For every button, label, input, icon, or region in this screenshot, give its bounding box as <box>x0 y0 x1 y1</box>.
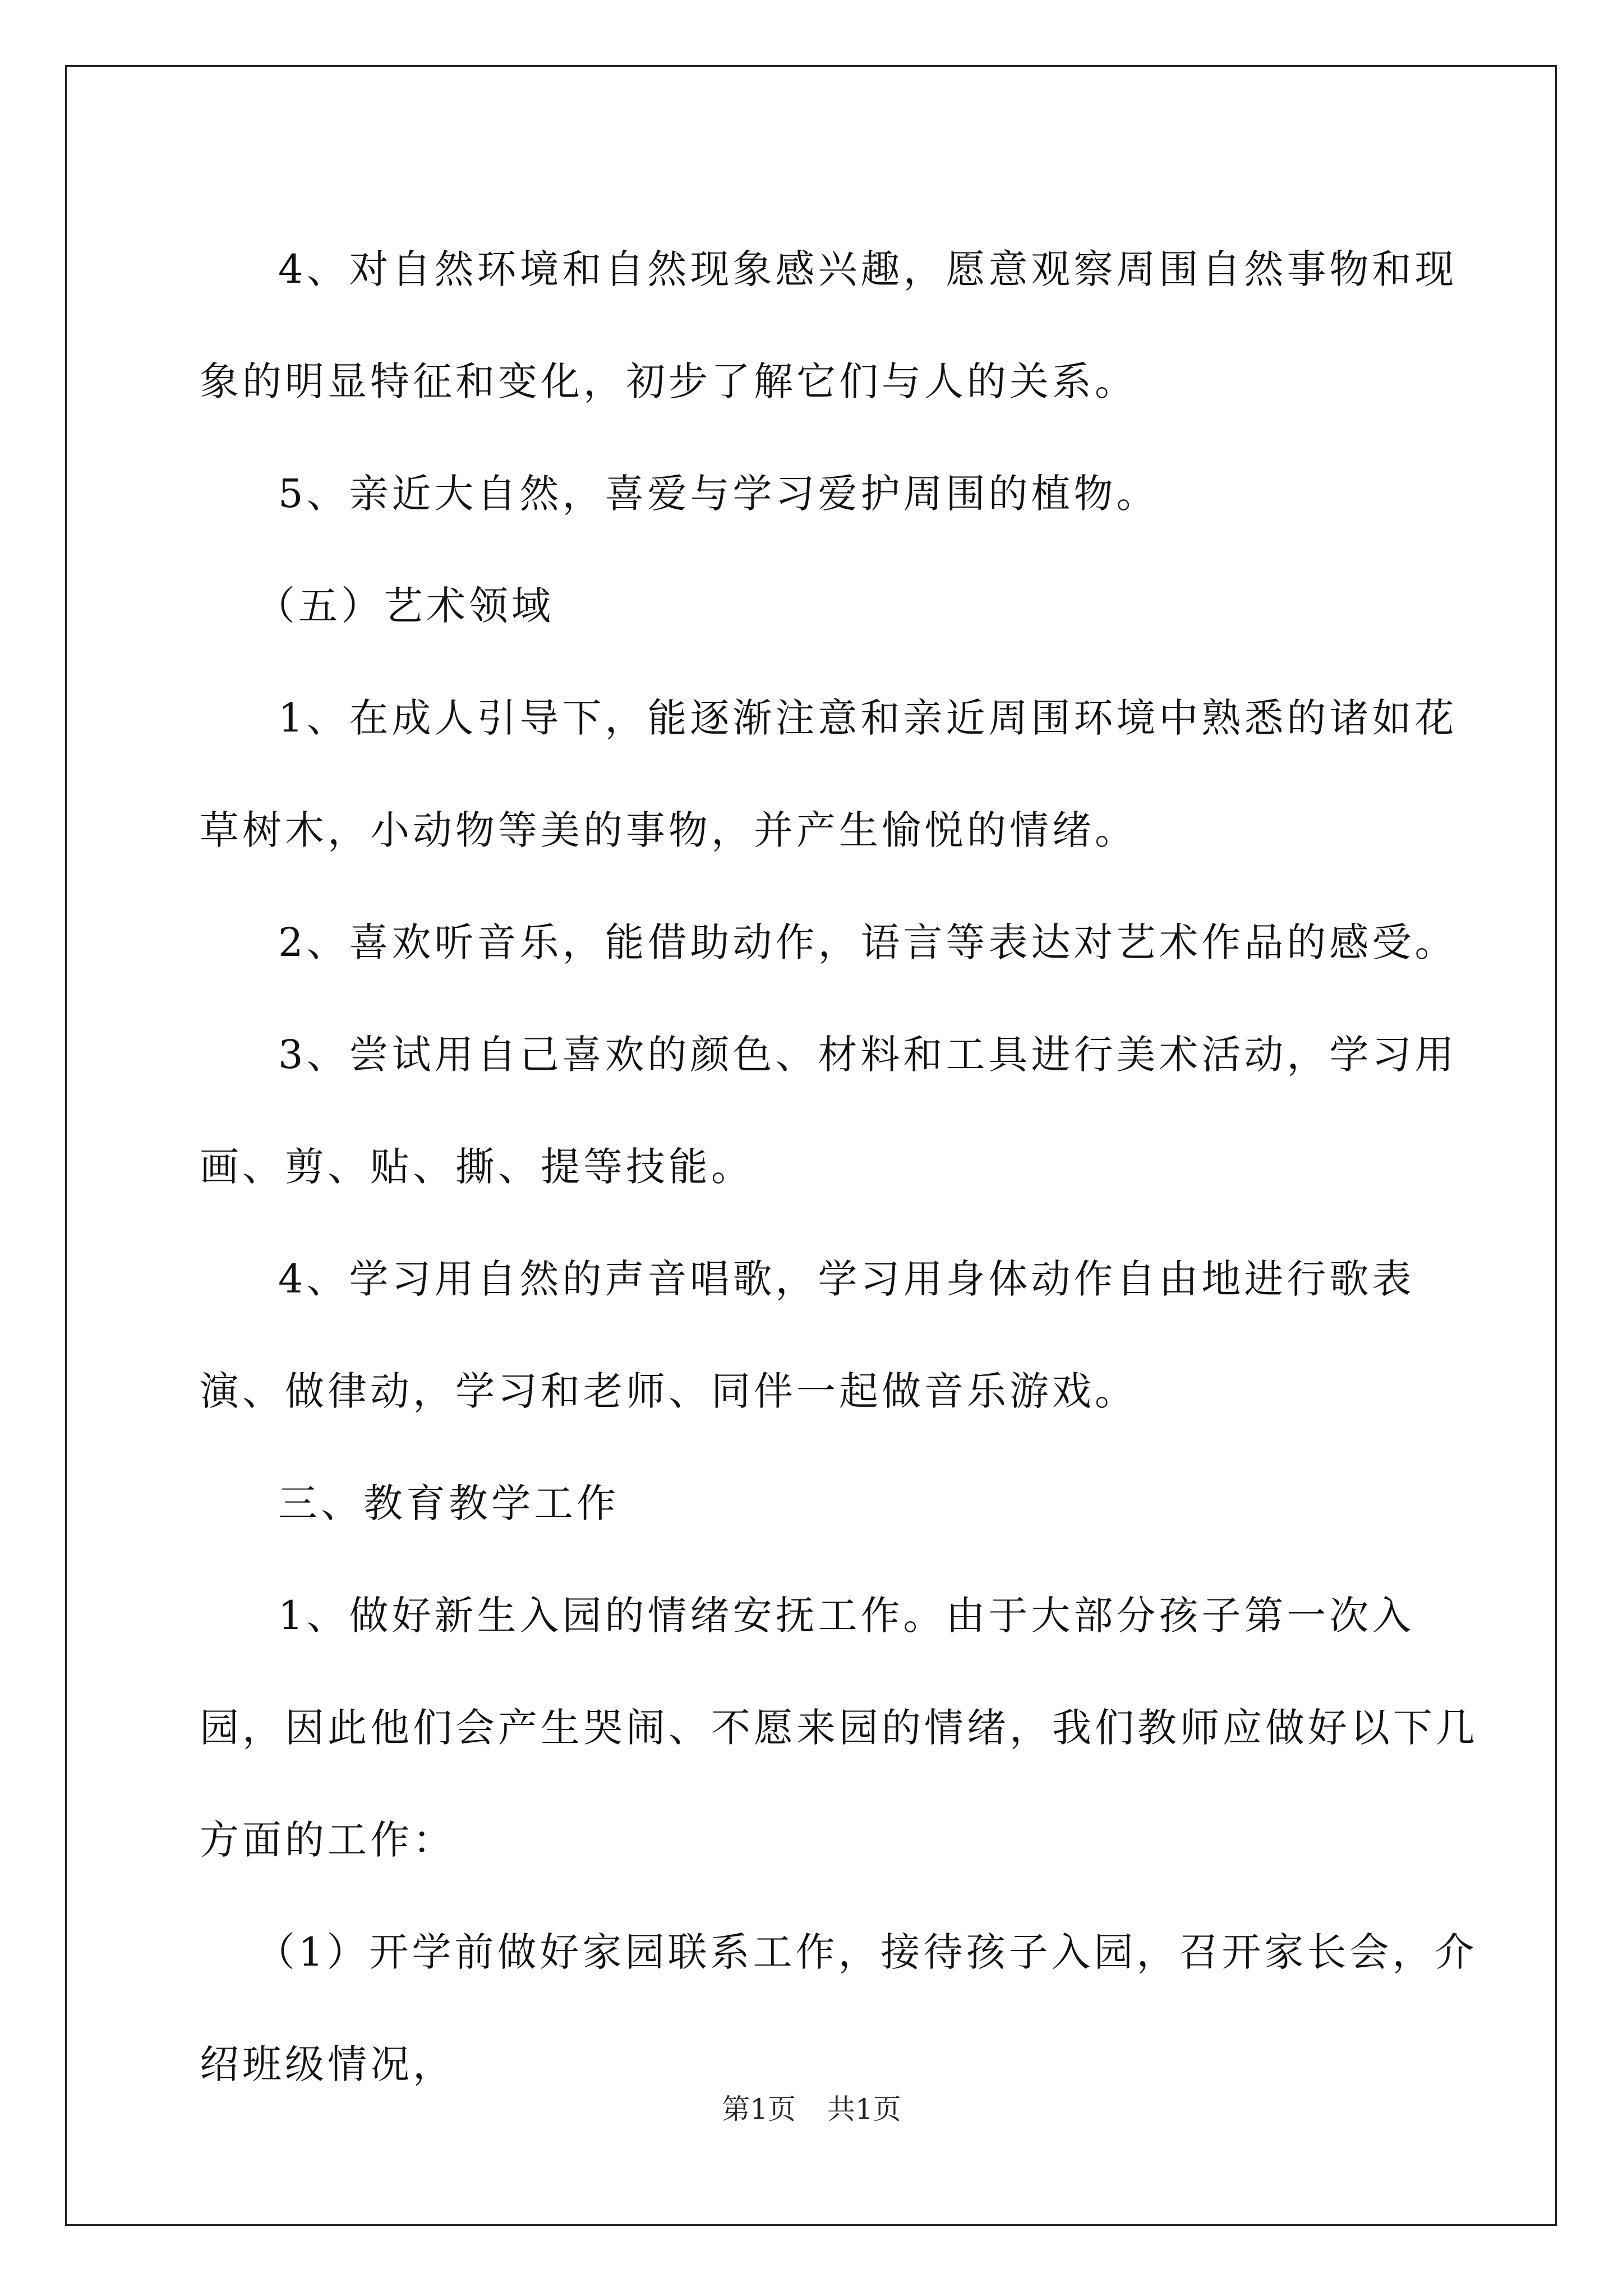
paragraph-teaching-1: 1、做好新生入园的情绪安抚工作。由于大部分孩子第一次入园，因此他们会产生哭闹、不愿来园的情绪，我们教师应做好以下几方面的工作： <box>200 1593 1478 1863</box>
section-heading-art: （五）艺术领域 <box>256 583 554 629</box>
paragraph-item-5-nature: 5、亲近大自然，喜爱与学习爱护周围的植物。 <box>278 471 1159 517</box>
paragraph-art-2: 2、喜欢听音乐，能借助动作，语言等表达对艺术作品的感受。 <box>278 919 1458 965</box>
page-footer <box>0 2087 1623 2127</box>
page-number-total: 共1页 <box>827 2093 901 2125</box>
paragraph-art-1: 1、在成人引导下，能逐渐注意和亲近周围环境中熟悉的诸如花草树木，小动物等美的事物，并产生愉悦的情绪。 <box>200 695 1458 853</box>
section-heading-teaching: 三、教育教学工作 <box>278 1480 619 1526</box>
paragraph-item-4-nature: 4、对自然环境和自然现象感兴趣，愿意观察周围自然事物和现象的明显特征和变化，初步了解它们与人的关系。 <box>200 246 1458 404</box>
document-body <box>200 213 1484 2120</box>
paragraph-art-3: 3、尝试用自己喜欢的颜色、材料和工具进行美术活动，学习用画、剪、贴、撕、提等技能。 <box>200 1032 1458 1190</box>
paragraph-art-4: 4、学习用自然的声音唱歌，学习用身体动作自由地进行歌表演、做律动，学习和老师、同伴一起做音乐游戏。 <box>200 1256 1415 1414</box>
page-number-current: 第1页 <box>722 2093 796 2125</box>
paragraph-teaching-1-sub-1: （1）开学前做好家园联系工作，接待孩子入园，召开家长会，介绍班级情况， <box>200 1929 1478 2087</box>
